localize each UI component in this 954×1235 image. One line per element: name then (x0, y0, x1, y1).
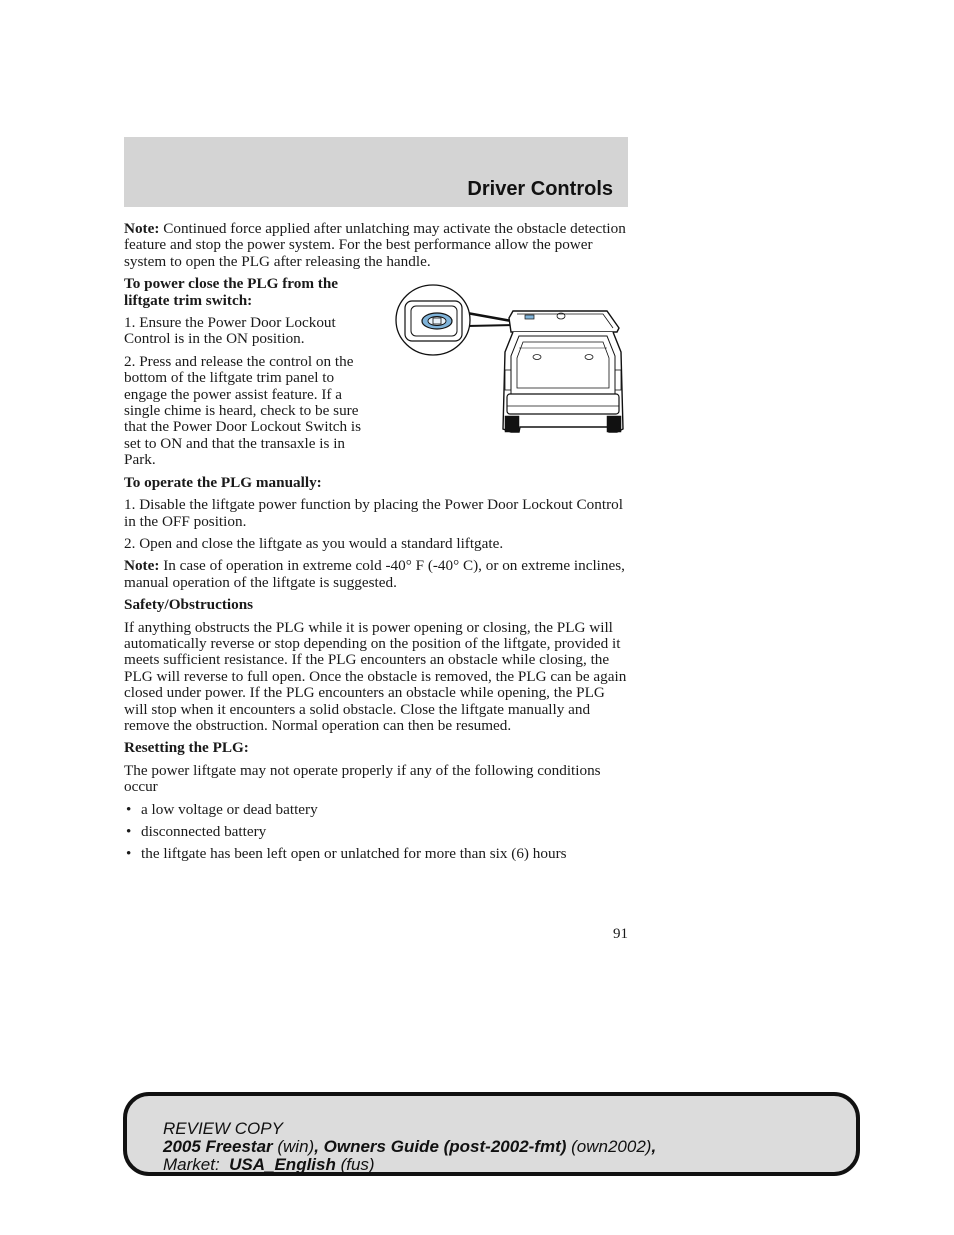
power-close-step-2: 2. Press and release the control on the bottom of the liftgate trim panel to engage the power assist feature. If a single chime is heard, check to be sure that the Power Door Lockout Switch is set to ON and that the transaxle is in Park. (124, 352, 362, 469)
manual-step-2: 2. Open and close the liftgate as you would a standard liftgate. (124, 534, 504, 552)
bullet-icon: • (126, 823, 132, 840)
liftgate-illustration (395, 284, 627, 439)
bullet-icon: • (126, 845, 132, 863)
guide-name: , Owners Guide (post-2002-fmt) (314, 1137, 567, 1156)
note-2-label: Note: (124, 557, 160, 575)
switch-callout (396, 285, 470, 355)
list-item-text: a low voltage or dead battery (141, 800, 318, 818)
section-header (124, 137, 628, 207)
model-name: 2005 Freestar (163, 1137, 273, 1156)
list-item-text: the liftgate has been left open or unlatched for more than six (6) hours (141, 845, 567, 863)
manual-heading (124, 475, 628, 491)
safety-heading (124, 597, 628, 613)
list-item-text: disconnected battery (141, 823, 267, 840)
list-item (124, 802, 628, 818)
resetting-heading-text: Resetting the PLG: (124, 739, 249, 757)
section-title: Driver Controls (467, 178, 613, 200)
power-close-step-1: 1. Ensure the Power Door Lockout Control is in the ON position. (124, 314, 336, 348)
power-close-heading-text: To power close the PLG from the liftgate trim switch: (124, 275, 339, 309)
review-copy-text (163, 1120, 656, 1174)
note-2-text: In case of operation in extreme cold -40° F (-40° C), or on extreme inclines, manual operation of the liftgate is suggested. (124, 557, 625, 591)
safety-heading-text: Safety/Obstructions (124, 596, 254, 614)
note-label: Note: (124, 220, 160, 237)
conditions-list (124, 802, 628, 863)
manual-step-1: 1. Disable the liftgate power function by placing the Power Door Lockout Control in the OFF position. (124, 496, 623, 530)
note-paragraph (124, 221, 628, 270)
trailing-comma: , (651, 1137, 657, 1156)
note-text: Continued force applied after unlatching may activate the obstacle detection feature and stop the power system. For the best performance allow the power system to open the PLG after releasing the handle. (124, 220, 626, 270)
guide-code: (own2002) (566, 1137, 652, 1156)
resetting-intro: The power liftgate may not operate properly if any of the following conditions occur (124, 761, 601, 796)
model-code: (win) (272, 1137, 315, 1156)
review-copy-label: REVIEW COPY (163, 1119, 283, 1138)
market-label: Market: (163, 1155, 230, 1174)
power-close-heading (124, 276, 378, 309)
list-item (124, 846, 628, 862)
page-number: 91 (613, 926, 628, 942)
note-2-paragraph (124, 558, 628, 591)
safety-text: If anything obstructs the PLG while it is power opening or closing, the PLG will automatically reverse or stop depending on the position of the liftgate, provided it meets sufficient resistance. If the PLG encounters an obstacle while closing, the PLG will reverse to full open. Once the obstacle is removed, the PLG can be again closed under power. If the PLG encounters an obstacle while opening, the PLG will stop when it encounters a solid obstacle. Close the liftgate manually and remove the obstruction. Normal operation can then be resumed. (124, 618, 627, 734)
bullet-icon: • (126, 800, 132, 818)
resetting-heading (124, 740, 628, 756)
market-code: (fus) (335, 1155, 375, 1174)
market-value: USA_English (229, 1155, 336, 1174)
list-item (124, 824, 628, 840)
minivan-rear (503, 311, 623, 432)
manual-heading-text: To operate the PLG manually: (124, 473, 322, 491)
review-copy-footer (123, 1092, 860, 1176)
